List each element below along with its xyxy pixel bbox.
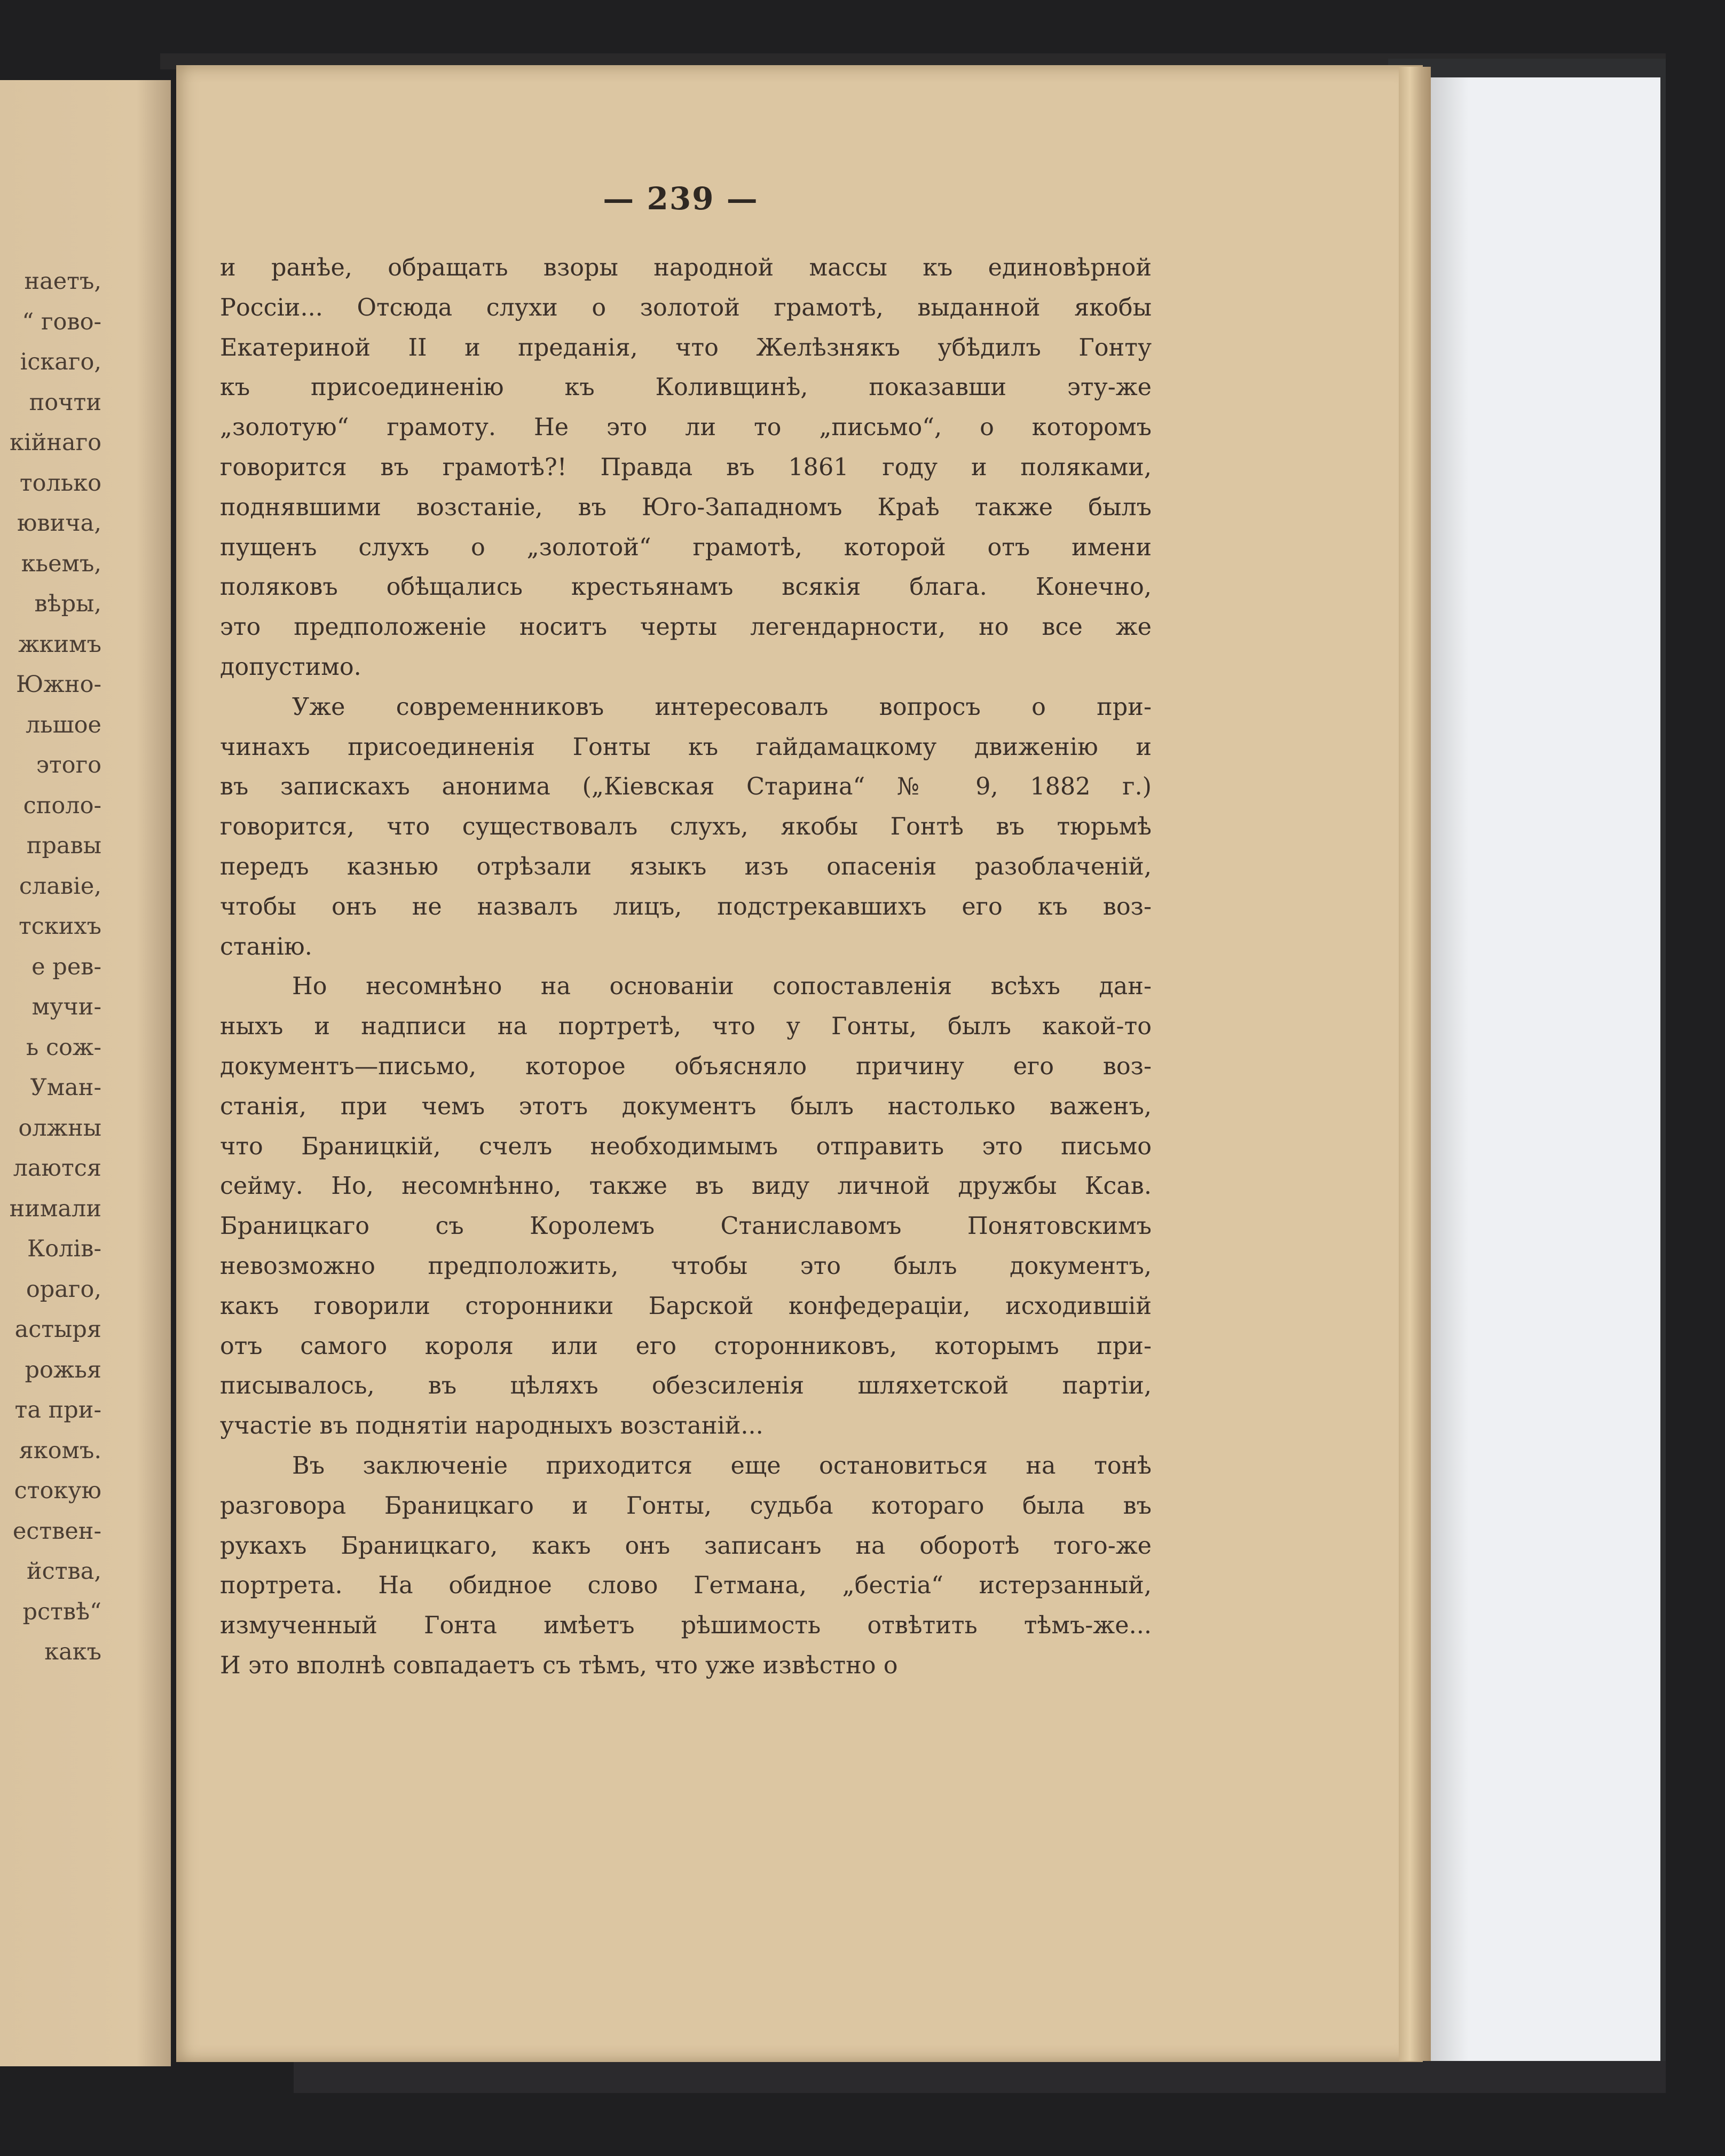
paragraph [220,967,1152,1446]
text-line: рукахъ Браницкаго, какъ онъ записанъ на оборотѣ того-же [220,1532,1152,1560]
facing-page-line: только [19,469,101,497]
text-line: сейму. Но, несомнѣнно, также въ виду личной дружбы Ксав. [220,1173,1152,1200]
text-line: ныхъ и надписи на портретѣ, что у Гонты, былъ какой-то [220,1013,1152,1041]
text-line: „золотую“ грамоту. Не это ли то „письмо“, о которомъ [220,414,1152,442]
text-line: допустимо. [220,653,361,681]
page-number: — 239 — [603,180,759,217]
facing-page-line: какъ [44,1639,101,1665]
sheet-shadow [1431,77,1468,2064]
text-line: какъ говорили сторонники Барской конфедераціи, исходившій [220,1292,1152,1320]
facing-page-line: іскаго, [20,349,101,375]
text-line: станію. [220,933,312,961]
facing-page-line: лаются [13,1155,101,1182]
text-line: и ранѣе, обращать взоры народной массы къ единовѣрной [220,254,1152,281]
facing-page-line: та при- [14,1397,101,1423]
facing-page-line: тскихъ [18,913,101,940]
facing-page-line: Колів- [27,1236,101,1262]
frame-bottom-band [294,2061,1666,2093]
facing-page-line: кьемъ, [21,550,101,577]
text-line: поляковъ обѣщались крестьянамъ всякія блага. Конечно, [220,573,1152,601]
text-line: поднявшими возстаніе, въ Юго-Западномъ Краѣ также былъ [220,493,1152,521]
facing-page-line: рожья [25,1356,101,1383]
facing-page-line: Южно- [16,671,101,698]
page-body [220,248,1152,1686]
facing-page-line: споло- [23,792,101,819]
text-line: документъ—письмо, которое объясняло причину его воз- [220,1052,1152,1080]
text-line: станія, при чемъ этотъ документъ былъ настолько важенъ, [220,1092,1152,1120]
text-line: отъ самого короля или его сторонниковъ, которымъ при- [220,1332,1152,1360]
facing-page-line: астыря [14,1316,101,1343]
facing-page-line: якомъ. [19,1437,101,1464]
facing-page-line: ораго, [26,1276,101,1303]
text-line: Екатериной II и преданія, что Желѣзнякъ убѣдилъ Гонту [220,334,1152,361]
text-line: писывалось, въ цѣляхъ обезсиленія шляхетской партіи, [220,1372,1152,1400]
text-line: портрета. На обидное слово Гетмана, „бестіа“ истерзанный, [220,1572,1152,1600]
text-line: разговора Браницкаго и Гонты, судьба котораго была въ [220,1492,1152,1520]
facing-page-line: правы [26,832,101,859]
text-line: передъ казнью отрѣзали языкъ изъ опасенія разоблаченій, [220,853,1152,880]
facing-page-line: ь сож- [26,1034,101,1061]
facing-page-line: кійнаго [10,429,101,456]
facing-page-line: ествен- [12,1517,101,1545]
text-line: Уже современниковъ интересовалъ вопросъ о при- [292,693,1152,721]
text-line: Россіи... Отсюда слухи о золотой грамотѣ, выданной якобы [220,294,1152,321]
facing-page-line: Уман- [30,1074,101,1101]
facing-page-line: славіе, [19,872,101,900]
facing-page-line: рствѣ“ [22,1598,101,1625]
facing-page-line: “ гово- [22,308,101,335]
facing-page-line: олжны [18,1114,101,1142]
facing-page-line: йства, [26,1558,101,1585]
text-line: измученный Гонта имѣетъ рѣшимость отвѣтить тѣмъ-же... [220,1612,1152,1640]
facing-page-line: мучи- [31,994,101,1020]
facing-page-line: нимали [9,1195,101,1222]
text-line: Но несомнѣно на основаніи сопоставленія всѣхъ дан- [292,973,1152,1001]
facing-page-line: почти [29,389,101,416]
text-line: въ запискахъ анонима („Кіевская Старина“ № 9, 1882 г.) [220,773,1152,801]
facing-page-line: вѣры, [34,591,101,617]
paragraph [220,1446,1152,1686]
text-line: участіе въ поднятіи народныхъ возстаній... [220,1412,763,1440]
text-line: говорится въ грамотѣ?! Правда въ 1861 году и поляками, [220,453,1152,481]
text-line: пущенъ слухъ о „золотой“ грамотѣ, которой отъ имени [220,533,1152,561]
page-edge [1399,67,1431,2061]
paragraph [220,688,1152,967]
facing-page-line: этого [36,752,101,778]
text-line: Въ заключеніе приходится еще остановиться на тонѣ [292,1452,1152,1480]
text-line: это предположеніе носитъ черты легендарности, но все же [220,613,1152,641]
facing-page-text [0,262,101,1673]
facing-page-line: е рев- [31,953,101,980]
text-line: невозможно предположить, чтобы это былъ документъ, [220,1252,1152,1280]
facing-page-line: ювича, [17,510,101,537]
text-line: что Браницкій, счелъ необходимымъ отправить это письмо [220,1132,1152,1160]
text-line: Браницкаго съ Королемъ Станиславомъ Понятовскимъ [220,1213,1152,1240]
text-line: къ присоединенію къ Коливщинѣ, показавши эту-же [220,374,1152,402]
facing-page-line: наетъ, [24,268,101,295]
text-line: говорится, что существовалъ слухъ, якобы Гонтѣ въ тюрьмѣ [220,813,1152,841]
facing-page-line: стокую [14,1477,101,1504]
text-line: чтобы онъ не назвалъ лицъ, подстрекавшихъ его къ воз- [220,893,1152,920]
text-line: чинахъ присоединенія Гонты къ гайдамацкому движенію и [220,733,1152,761]
text-line: И это вполнѣ совпадаетъ съ тѣмъ, что уже извѣстно о [220,1651,898,1679]
facing-page-line: льшое [25,711,101,738]
facing-page-line: жкимъ [18,631,101,658]
facing-page [0,80,171,2066]
paragraph [220,248,1152,688]
